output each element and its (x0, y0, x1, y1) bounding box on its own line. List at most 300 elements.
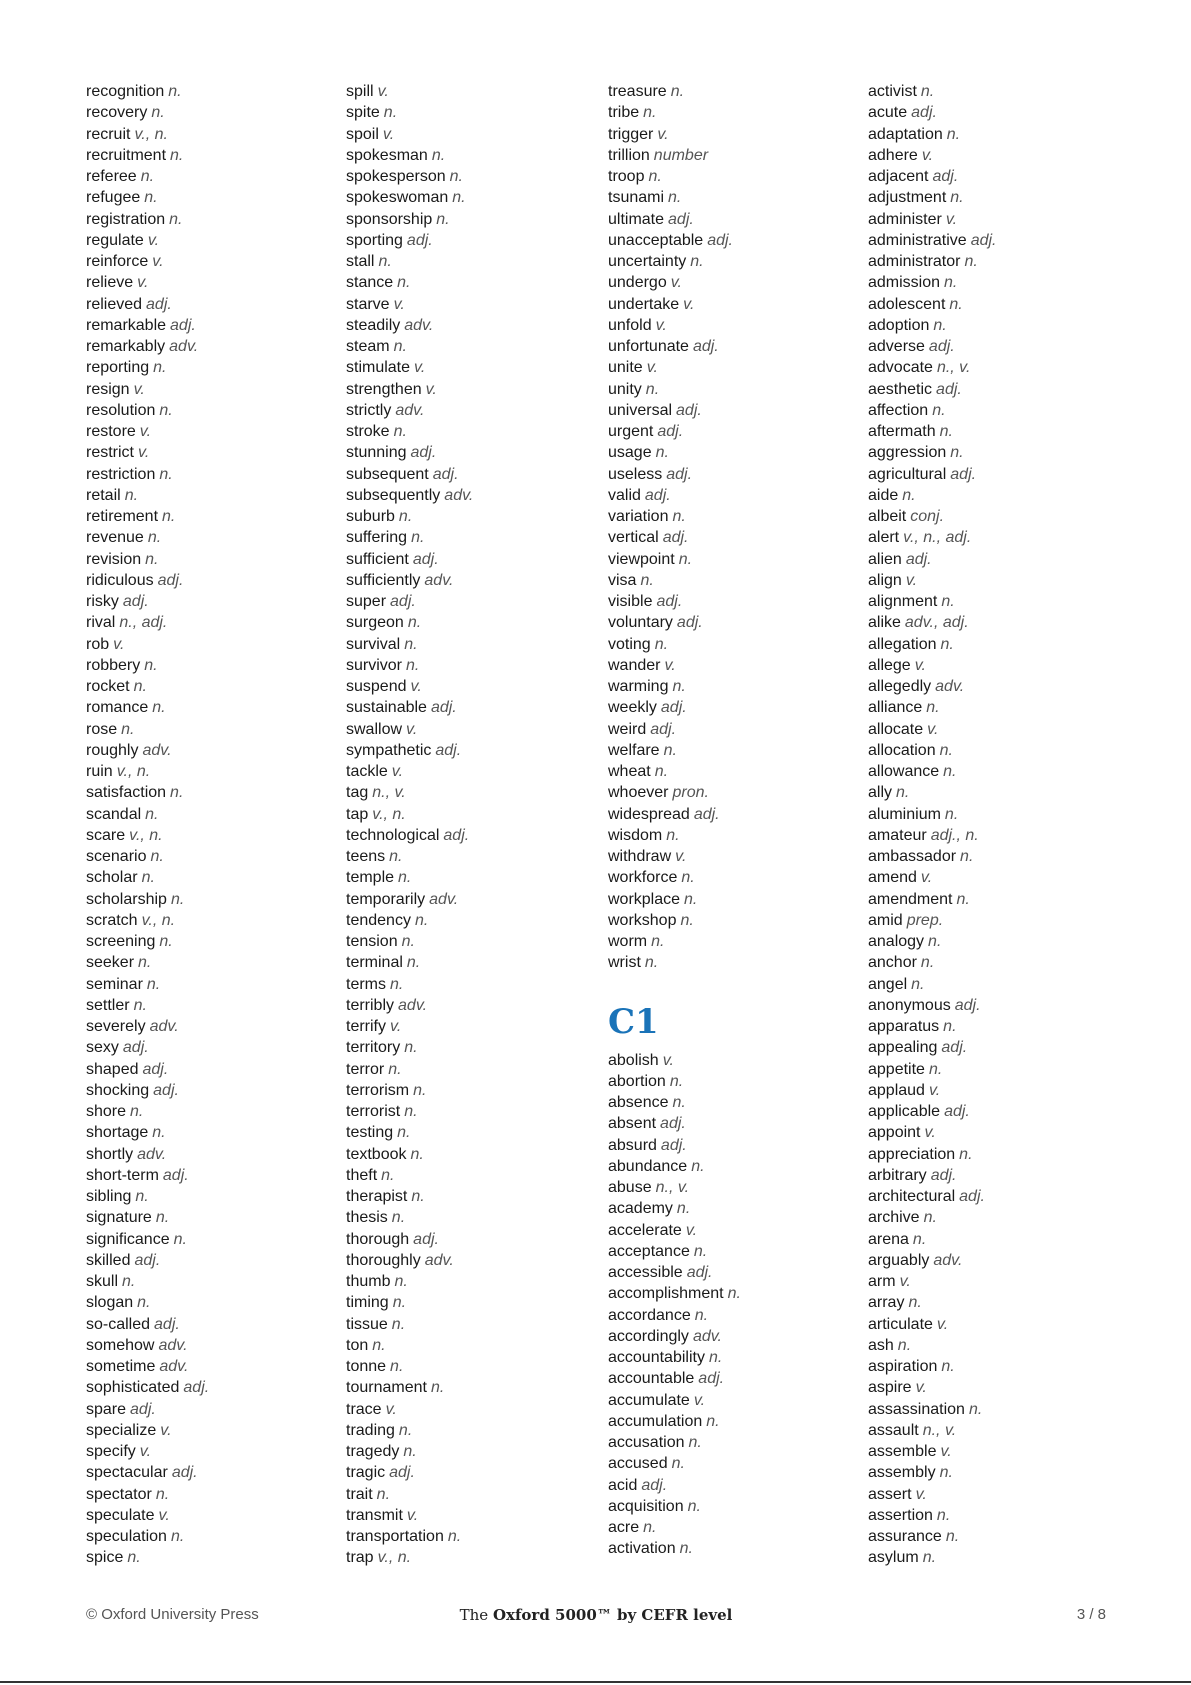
word-entry (346, 145, 596, 166)
word-entry (346, 761, 596, 782)
word-entry (346, 1207, 596, 1228)
part-of-speech: v. (138, 444, 150, 462)
part-of-speech: adj. (666, 465, 693, 483)
headword: screening (86, 933, 156, 950)
part-of-speech: n. (708, 1349, 723, 1366)
part-of-speech: n. (404, 1103, 418, 1120)
headword: starve (346, 295, 390, 313)
part-of-speech: adj. (662, 529, 689, 547)
headword: rob (86, 635, 110, 653)
word-entry (86, 974, 336, 995)
headword: treasure (608, 83, 667, 100)
word-entry (86, 1229, 336, 1250)
part-of-speech: n. (956, 890, 970, 908)
part-of-speech: n. (680, 911, 694, 929)
word-entry (868, 81, 1118, 102)
part-of-speech: adj. (146, 295, 172, 313)
word-entry (86, 1122, 336, 1143)
part-of-speech: n. (920, 83, 935, 100)
word-entry (86, 1144, 336, 1165)
headword: retail (86, 486, 121, 504)
word-entry (86, 1356, 336, 1377)
part-of-speech: v. (385, 1400, 397, 1418)
part-of-speech: prep. (906, 911, 944, 929)
word-entry (608, 81, 858, 102)
word-entry (346, 1122, 596, 1143)
headword: aide (868, 486, 899, 504)
headword: strengthen (346, 380, 422, 398)
headword: albeit (868, 508, 907, 525)
part-of-speech: n. (690, 253, 704, 270)
page-footer (86, 1606, 1106, 1630)
headword: significance (86, 1230, 170, 1248)
headword: remarkably (86, 338, 166, 355)
part-of-speech: n. (452, 189, 466, 207)
part-of-speech: n. (945, 1528, 960, 1545)
word-entry (86, 782, 336, 803)
headword: warming (608, 678, 669, 695)
headword: visa (608, 571, 637, 589)
headword: somehow (86, 1336, 155, 1354)
word-entry (346, 1144, 596, 1165)
headword: tragic (346, 1464, 386, 1482)
word-entry (86, 1207, 336, 1228)
word-entry (346, 379, 596, 400)
headword: robbery (86, 656, 141, 674)
word-entry (608, 1496, 858, 1517)
part-of-speech: number (653, 146, 709, 164)
part-of-speech: adj. (134, 1251, 161, 1269)
headword: appreciation (868, 1145, 956, 1163)
word-entry (868, 1505, 1118, 1526)
word-entry (346, 336, 596, 357)
part-of-speech: n. (644, 954, 659, 972)
word-entry (86, 1547, 336, 1568)
headword: spice (86, 1549, 124, 1567)
headword: suburb (346, 508, 395, 525)
part-of-speech: v. (693, 1391, 706, 1409)
part-of-speech: n. (394, 1273, 408, 1290)
part-of-speech: n. (932, 401, 946, 419)
part-of-speech: n. (391, 1315, 406, 1333)
part-of-speech: v. (936, 1315, 949, 1333)
part-of-speech: n. (152, 1124, 166, 1142)
part-of-speech: adj. (389, 1464, 415, 1482)
headword: remarkable (86, 316, 167, 334)
headword: recruitment (86, 146, 167, 164)
word-entry (608, 1050, 858, 1071)
part-of-speech: n. (687, 1497, 701, 1515)
word-entry (346, 1186, 596, 1207)
part-of-speech: n. (679, 1540, 693, 1558)
part-of-speech: n. (936, 1506, 951, 1524)
part-of-speech: n. (389, 848, 403, 865)
word-entry (86, 1016, 336, 1037)
part-of-speech: n. (688, 1434, 702, 1451)
part-of-speech: v., n. (372, 805, 406, 823)
word-entry (608, 1368, 858, 1389)
part-of-speech: n. (430, 1379, 445, 1397)
part-of-speech: v., n. (141, 911, 176, 929)
word-entry (346, 1526, 596, 1547)
headword: arena (868, 1230, 909, 1248)
headword: steam (346, 338, 390, 355)
part-of-speech: adj. (950, 465, 977, 483)
word-entry (868, 187, 1118, 208)
headword: ash (868, 1336, 894, 1354)
part-of-speech: v. (390, 1018, 402, 1035)
part-of-speech: n. (135, 1188, 149, 1205)
word-entry (868, 612, 1118, 633)
headword: spoil (346, 125, 379, 143)
part-of-speech: adj. (153, 1081, 179, 1099)
part-of-speech: v. (382, 125, 395, 143)
word-entry (608, 124, 858, 145)
part-of-speech: n., adj. (119, 614, 168, 632)
part-of-speech: n. (923, 1209, 937, 1227)
part-of-speech: n. (406, 656, 420, 674)
part-of-speech: n. (133, 678, 147, 695)
headword: revenue (86, 529, 144, 547)
part-of-speech: adj. (390, 593, 416, 610)
word-entry (86, 464, 336, 485)
word-entry (86, 1037, 336, 1058)
word-entry (86, 315, 336, 336)
part-of-speech: adj. (686, 1264, 713, 1281)
headword: sophisticated (86, 1379, 180, 1397)
headword: worm (608, 933, 648, 950)
part-of-speech: n. (411, 529, 425, 547)
word-entry (86, 1441, 336, 1462)
headword: ton (346, 1336, 369, 1354)
part-of-speech: adj. (183, 1379, 210, 1397)
headword: abuse (608, 1179, 652, 1196)
part-of-speech: n., v. (655, 1179, 690, 1196)
part-of-speech: n. (413, 1081, 427, 1099)
word-entry (868, 1207, 1118, 1228)
word-entry (86, 379, 336, 400)
headword: alike (868, 614, 901, 632)
part-of-speech: n. (666, 826, 680, 844)
word-entry (868, 1292, 1118, 1313)
headword: applicable (868, 1103, 941, 1120)
part-of-speech: n. (155, 1209, 170, 1227)
word-entry (346, 1101, 596, 1122)
word-entry (608, 421, 858, 442)
headword: seeker (86, 954, 135, 972)
headword: transportation (346, 1528, 444, 1545)
headword: sufficient (346, 550, 409, 568)
headword: applaud (868, 1081, 925, 1099)
word-entry (868, 1399, 1118, 1420)
headword: terrorist (346, 1103, 401, 1120)
headword: restriction (86, 465, 156, 483)
headword: visible (608, 593, 653, 610)
part-of-speech: n. (133, 996, 147, 1014)
headword: tag (346, 784, 369, 802)
part-of-speech: n. (159, 933, 173, 950)
word-entry (868, 145, 1118, 166)
headword: affection (868, 401, 929, 419)
part-of-speech: n. (393, 338, 407, 355)
document-title-prefix: The (459, 1606, 493, 1624)
word-entry (868, 230, 1118, 251)
headword: adoption (868, 316, 930, 334)
part-of-speech: v., n. (116, 763, 151, 780)
part-of-speech: n. (654, 635, 669, 653)
headword: shortly (86, 1145, 134, 1163)
part-of-speech: adv. (398, 996, 428, 1014)
headword: seminar (86, 975, 143, 993)
part-of-speech: n. (926, 699, 940, 717)
word-entry (346, 1314, 596, 1335)
part-of-speech: adj. (157, 571, 184, 589)
part-of-speech: adv. (169, 338, 199, 355)
headword: thumb (346, 1273, 391, 1290)
part-of-speech: n., v. (922, 1421, 957, 1439)
word-entry (868, 846, 1118, 867)
word-entry (868, 825, 1118, 846)
headword: textbook (346, 1145, 407, 1163)
headword: rose (86, 720, 118, 738)
headword: tap (346, 805, 369, 823)
word-entry (86, 1186, 336, 1207)
part-of-speech: n. (922, 1549, 937, 1567)
part-of-speech: v. (899, 1273, 911, 1290)
part-of-speech: n. (959, 1145, 973, 1163)
word-entry (86, 910, 336, 931)
part-of-speech: n. (381, 1166, 395, 1184)
part-of-speech: n. (648, 168, 662, 185)
word-entry (608, 1475, 858, 1496)
part-of-speech: adj. (932, 168, 959, 185)
part-of-speech: v. (921, 146, 934, 164)
headword: weekly (608, 699, 657, 717)
word-entry (608, 612, 858, 633)
word-entry (346, 1399, 596, 1420)
word-entry (608, 655, 858, 676)
headword: usage (608, 444, 652, 462)
part-of-speech: v. (675, 848, 687, 865)
headword: territory (346, 1039, 401, 1057)
headword: uncertainty (608, 253, 687, 270)
headword: tragedy (346, 1443, 400, 1460)
part-of-speech: pron. (672, 784, 709, 802)
word-entry (868, 1441, 1118, 1462)
part-of-speech: n. (944, 805, 959, 823)
headword: scare (86, 826, 126, 844)
word-entry (86, 506, 336, 527)
word-entry (608, 719, 858, 740)
part-of-speech: adj. (413, 1230, 439, 1248)
word-entry (86, 1271, 336, 1292)
headword: analogy (868, 933, 925, 950)
headword: shortage (86, 1124, 149, 1142)
part-of-speech: n. (968, 1400, 983, 1418)
word-entry (346, 1016, 596, 1037)
word-entry (86, 527, 336, 548)
part-of-speech: n. (150, 848, 164, 865)
headword: accusation (608, 1434, 685, 1451)
headword: stance (346, 274, 394, 292)
word-entry (868, 1229, 1118, 1250)
part-of-speech: n. (940, 635, 954, 653)
headword: assert (868, 1485, 912, 1503)
headword: subsequently (346, 486, 441, 504)
part-of-speech: n. (401, 933, 415, 950)
word-entry (86, 1526, 336, 1547)
part-of-speech: v. (410, 678, 422, 695)
word-entry (346, 1059, 596, 1080)
part-of-speech: v. (414, 359, 426, 377)
word-entry (86, 846, 336, 867)
document-title-bold: Oxford 5000™ by CEFR level (492, 1606, 733, 1624)
headword: administrative (868, 231, 967, 249)
part-of-speech: n. (727, 1285, 741, 1303)
headword: tribe (608, 104, 640, 122)
part-of-speech: adj. (122, 593, 149, 610)
word-entry (86, 1335, 336, 1356)
headword: revision (86, 550, 142, 568)
part-of-speech: n. (671, 1455, 685, 1473)
part-of-speech: n. (668, 189, 682, 207)
headword: agricultural (868, 465, 947, 483)
word-entry (86, 421, 336, 442)
word-entry (346, 315, 596, 336)
headword: reinforce (86, 253, 149, 270)
word-entry (346, 1292, 596, 1313)
word-entry (346, 187, 596, 208)
headword: voting (608, 635, 651, 653)
part-of-speech: n. (404, 635, 418, 653)
headword: recruit (86, 125, 131, 143)
word-entry (868, 315, 1118, 336)
part-of-speech: n. (398, 869, 412, 887)
word-entry (346, 995, 596, 1016)
headword: terribly (346, 996, 395, 1014)
word-entry (608, 1198, 858, 1219)
word-entry (608, 952, 858, 973)
word-entry (868, 782, 1118, 803)
word-entry (868, 1420, 1118, 1441)
word-entry (868, 655, 1118, 676)
word-entry (608, 1220, 858, 1241)
word-entry (608, 1135, 858, 1156)
word-entry (608, 846, 858, 867)
part-of-speech: n. (398, 1421, 413, 1439)
word-entry (86, 442, 336, 463)
word-entry (346, 421, 596, 442)
word-entry (86, 400, 336, 421)
part-of-speech: n. (169, 210, 183, 228)
part-of-speech: adj. (122, 1039, 149, 1057)
word-entry (608, 1538, 858, 1559)
headword: specialize (86, 1421, 157, 1439)
headword: appetite (868, 1060, 925, 1078)
part-of-speech: n. (393, 423, 407, 440)
word-entry (346, 1377, 596, 1398)
headword: resolution (86, 401, 156, 419)
headword: aspire (868, 1379, 912, 1397)
headword: technological (346, 826, 440, 844)
headword: sponsorship (346, 210, 433, 228)
word-column-3 (608, 81, 858, 1560)
part-of-speech: adv. (424, 1251, 454, 1269)
part-of-speech: adj. (698, 1370, 725, 1388)
part-of-speech: n. (447, 1528, 462, 1545)
headword: ambassador (868, 848, 957, 865)
headword: recognition (86, 83, 165, 100)
headword: shocking (86, 1081, 150, 1099)
part-of-speech: n. (897, 1336, 912, 1354)
word-entry (346, 974, 596, 995)
headword: unfortunate (608, 338, 689, 355)
part-of-speech: v. (945, 210, 958, 228)
word-entry (346, 1462, 596, 1483)
headword: allegedly (868, 678, 932, 695)
part-of-speech: adj. (170, 316, 196, 334)
headword: widespread (608, 805, 690, 823)
column-3-b2-entries (608, 81, 858, 974)
headword: activation (608, 1540, 676, 1558)
word-entry (868, 1547, 1118, 1568)
word-entry (608, 931, 858, 952)
word-entry (346, 102, 596, 123)
headword: sufficiently (346, 571, 421, 589)
headword: strictly (346, 401, 392, 419)
word-entry (868, 740, 1118, 761)
part-of-speech: v. (139, 1443, 152, 1460)
word-entry (608, 272, 858, 293)
part-of-speech: v. (915, 1485, 927, 1503)
headword: satisfaction (86, 784, 167, 802)
word-entry (86, 272, 336, 293)
part-of-speech: adj. (656, 593, 683, 610)
headword: trading (346, 1421, 395, 1439)
headword: activist (868, 83, 917, 100)
headword: stroke (346, 423, 390, 440)
word-entry (608, 825, 858, 846)
headword: articulate (868, 1315, 933, 1333)
word-entry (608, 315, 858, 336)
document-title (86, 1606, 1106, 1624)
headword: spokesperson (346, 168, 446, 185)
part-of-speech: n. (651, 933, 665, 950)
part-of-speech: n. (928, 933, 942, 950)
part-of-speech: adj. (911, 104, 937, 122)
part-of-speech: v. (133, 380, 145, 398)
headword: spokeswoman (346, 189, 449, 207)
headword: stall (346, 253, 375, 270)
word-entry (346, 81, 596, 102)
part-of-speech: adj. (944, 1103, 970, 1120)
part-of-speech: v. (683, 295, 695, 313)
word-entry (346, 910, 596, 931)
headword: adhere (868, 146, 918, 164)
word-entry (868, 910, 1118, 931)
headword: administrator (868, 253, 961, 270)
part-of-speech: n. (681, 869, 695, 887)
headword: alien (868, 550, 902, 568)
part-of-speech: n. (372, 1336, 386, 1354)
part-of-speech: n. (397, 274, 411, 292)
headword: unity (608, 380, 642, 398)
part-of-speech: n. (144, 189, 158, 207)
word-entry (868, 697, 1118, 718)
part-of-speech: n. (124, 486, 139, 504)
headword: amendment (868, 890, 953, 908)
word-entry (346, 124, 596, 145)
